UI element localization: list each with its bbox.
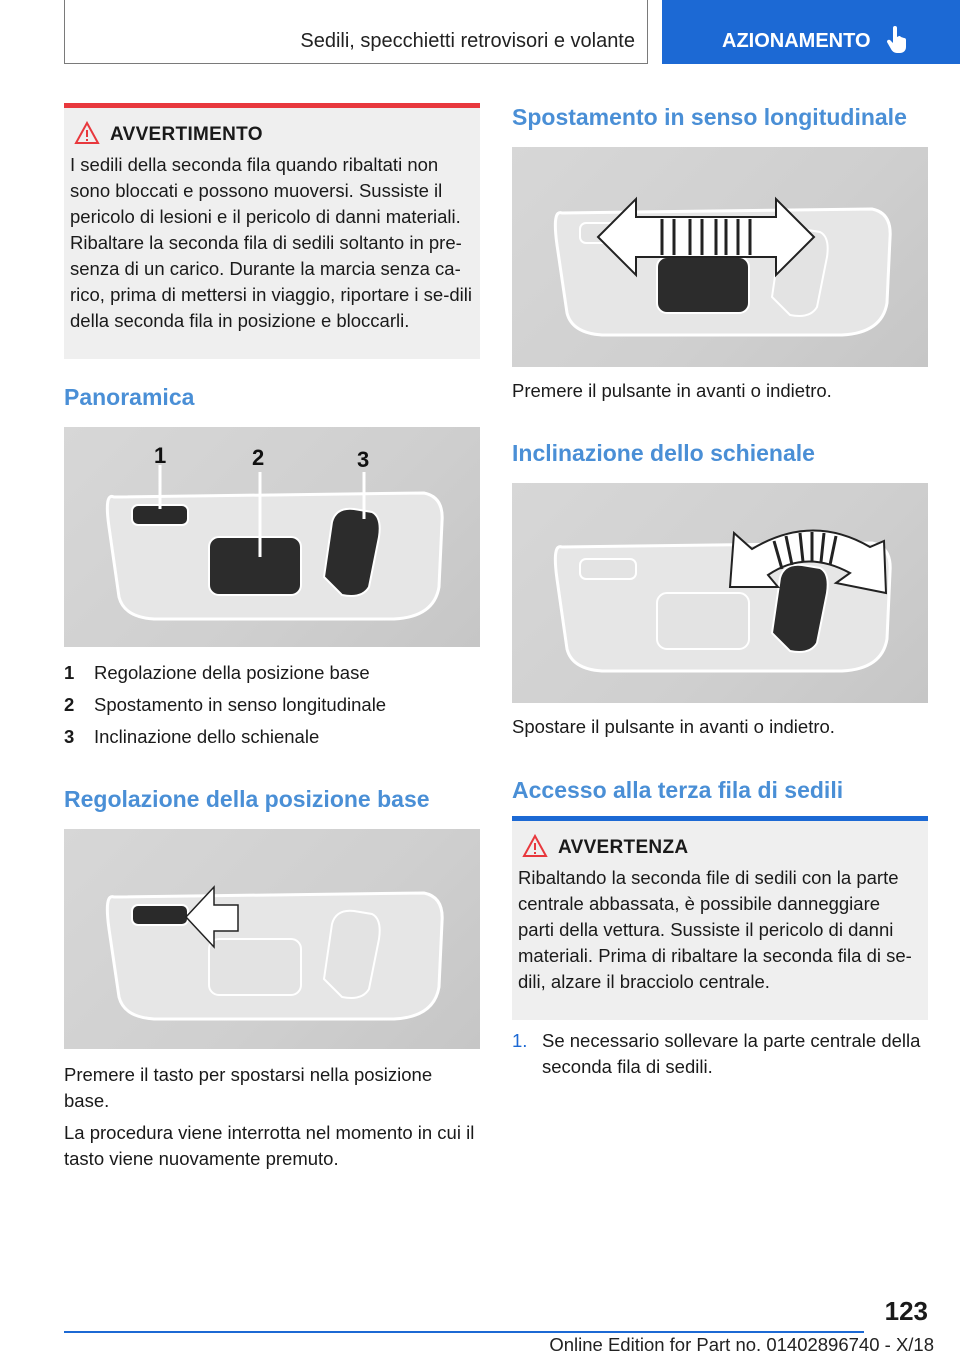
footer-divider — [64, 1331, 864, 1333]
longitudinal-illustration — [512, 147, 928, 367]
warning-box — [64, 103, 480, 359]
warning-triangle-icon — [74, 121, 100, 145]
paragraph: Premere il tasto per spostarsi nella posizione base. — [64, 1064, 433, 1111]
pointing-hand-icon — [886, 26, 908, 54]
section-heading-backrest: Inclinazione dello schienale — [512, 440, 815, 466]
warning-title: AVVERTIMENTO — [110, 124, 263, 145]
seat-controls-overview-image — [64, 427, 480, 647]
caution-title: AVVERTENZA — [558, 837, 689, 858]
page-number: 123 — [884, 1296, 928, 1326]
seat-panel-illustration — [64, 427, 480, 647]
section-heading-longitudinal: Spostamento in senso longitudinale — [512, 104, 907, 130]
caution-box — [512, 816, 928, 1020]
edition-footer: Online Edition for Part no. 01402896740 - X/18 — [549, 1334, 934, 1355]
longitudinal-image — [512, 147, 928, 367]
caution-text: Ribaltando la seconda file di sedili con la parte centrale abbassata, è possibile danneggiare parti della vettura. Sussiste il pericolo di danni materiali. Prima di ribaltare la seconda fila di se-dili, alzare il bracciolo centrale. — [518, 867, 912, 992]
chapter-label: AZIONAMENTO — [722, 30, 871, 52]
section-heading-overview: Panoramica — [64, 384, 195, 410]
header-chapter-tab[interactable] — [662, 0, 960, 64]
backrest-image — [512, 483, 928, 703]
section-heading-base-position: Regolazione della posizione base — [64, 786, 430, 812]
warning-text: I sedili della seconda fila quando ribaltati non sono bloccati e possono muoversi. Sussiste il pericolo di lesioni e il pericolo di danni materiali. Ribaltare la seconda fila di sedili soltanto in pre-senza di un carico. Durante la marcia senza ca-rico, prima di mettersi in viaggio, riportare i se-dili della seconda fila in posizione e bloccarli. — [70, 154, 472, 331]
paragraph: Premere il pulsante in avanti o indietro. — [512, 380, 832, 401]
caution-top-bar — [512, 816, 928, 821]
base-button-illustration — [64, 829, 480, 1049]
paragraph: Spostare il pulsante in avanti o indietro. — [512, 716, 835, 737]
header-section-title: Sedili, specchietti retrovisori e volante — [64, 0, 648, 64]
section-heading-third-row: Accesso alla terza fila di sedili — [512, 777, 844, 803]
paragraph: La procedura viene interrotta nel momento in cui il tasto viene nuovamente premuto. — [64, 1122, 475, 1169]
callout-3: 3 — [357, 447, 370, 472]
warning-triangle-icon — [522, 834, 548, 858]
base-position-image — [64, 829, 480, 1049]
callout-2: 2 — [252, 445, 265, 470]
backrest-illustration — [512, 483, 928, 703]
callout-1: 1 — [154, 443, 167, 468]
